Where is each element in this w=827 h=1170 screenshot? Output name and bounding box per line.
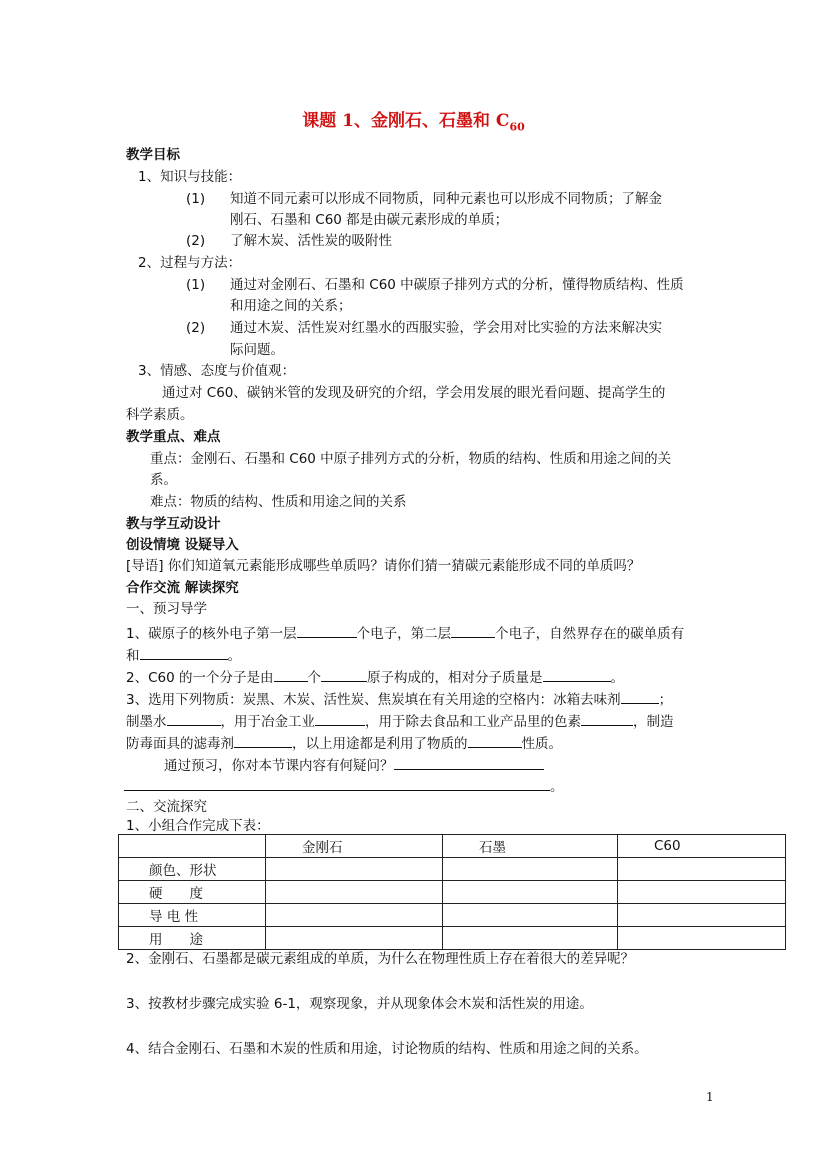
focus-text: 重点：金刚石、石墨和 C60 中原子排列方式的分析，物质的结构、性质和用途之间的关: [150, 451, 672, 467]
objective-text: 了解木炭、活性炭的吸附性: [230, 233, 392, 249]
answer-blank[interactable]: [394, 755, 544, 770]
objective-text: 通过对 C60、碳钠米管的发现及研究的介绍，学会用发展的眼光看问题、提高学生的: [162, 385, 666, 401]
page-title: 课题 1、金刚石、石墨和 $C_{60}$: [302, 111, 525, 134]
table-cell[interactable]: [618, 904, 786, 927]
objective-text: 和用途之间的关系；: [230, 298, 352, 314]
table-cell[interactable]: [266, 881, 443, 904]
table-header-cell: 金刚石: [266, 835, 443, 858]
answer-blank[interactable]: [167, 711, 221, 726]
preview-doubt-cont: 。: [124, 776, 564, 796]
list-number: (2): [186, 320, 206, 336]
objective-text: 刚石、石墨和 C60 都是由碳元素形成的单质；: [230, 212, 509, 228]
table-cell[interactable]: [266, 904, 443, 927]
answer-blank[interactable]: [234, 733, 292, 748]
table-header-cell: C60: [618, 835, 786, 858]
table-cell[interactable]: [443, 881, 618, 904]
table-header-cell: 石墨: [443, 835, 618, 858]
table-row-label: 颜色、形状: [119, 858, 266, 881]
table-row: [119, 881, 786, 904]
preview-doubt: 通过预习，你对本节课内容有何疑问？: [164, 755, 544, 775]
preview-question-3-cont: 防毒面具的滤毒剂 ，以上用途都是利用了物质的 性质。: [126, 733, 562, 753]
intro-heading: 创设情境 设疑导入: [126, 537, 239, 553]
preview-question-3: 3、选用下列物质：炭黑、木炭、活性炭、焦炭填在有关用途的空格内：冰箱去味剂 ；: [126, 689, 672, 709]
table-row: [119, 927, 786, 950]
design-heading: 教与学互动设计: [126, 516, 221, 532]
table-row-label: 用 途: [119, 927, 266, 950]
comparison-table: [118, 834, 786, 950]
table-cell[interactable]: [618, 927, 786, 950]
table-cell[interactable]: [443, 904, 618, 927]
list-number: (1): [186, 191, 206, 207]
exchange-question-3: 3、按教材步骤完成实验 6-1，观察现象，并从现象体会木炭和活性炭的用途。: [126, 996, 593, 1012]
preview-question-1: 1、碳原子的核外电子第一层 个电子，第二层 个电子，自然界存在的碳单质有: [126, 623, 684, 643]
objective-knowledge: 1、知识与技能：: [138, 169, 242, 185]
table-row-label: 导 电 性: [119, 904, 266, 927]
exchange-question-4: 4、结合金刚石、石墨和木炭的性质和用途，讨论物质的结构、性质和用途之间的关系。: [126, 1041, 648, 1057]
answer-blank[interactable]: [297, 623, 357, 638]
table-cell[interactable]: [618, 858, 786, 881]
table-header-row: [119, 835, 786, 858]
objectives-heading: 教学目标: [126, 147, 180, 163]
keypoints-heading: 教学重点、难点: [126, 429, 221, 445]
objective-text: 科学素质。: [126, 407, 194, 423]
answer-blank[interactable]: [140, 645, 228, 660]
table-row-label: 硬 度: [119, 881, 266, 904]
table-cell[interactable]: [618, 881, 786, 904]
exchange-question-2: 2、金刚石、石墨都是碳元素组成的单质，为什么在物理性质上存在着很大的差异呢？: [126, 951, 635, 967]
objective-text: 通过木炭、活性炭对红墨水的西服实验，学会用对比实验的方法来解决实: [230, 320, 662, 336]
answer-blank[interactable]: [124, 776, 550, 791]
table-header-cell: [119, 835, 266, 858]
list-number: (2): [186, 233, 206, 249]
answer-blank[interactable]: [581, 711, 633, 726]
preview-question-3-cont: 制墨水 ，用于冶金工业 ，用于除去食品和工业产品里的色素 ，制造: [126, 711, 674, 731]
difficulty-text: 难点：物质的结构、性质和用途之间的关系: [150, 494, 407, 510]
exchange-heading: 二、交流探究: [126, 799, 207, 815]
preview-question-2: 2、C60 的一个分子是由 个 原子构成的，相对分子质量是 。: [126, 667, 624, 687]
answer-blank[interactable]: [274, 667, 308, 682]
objective-text: 际问题。: [230, 342, 284, 358]
explore-heading: 合作交流 解读探究: [126, 580, 239, 596]
page-number: 1: [706, 1090, 714, 1104]
objective-process: 2、过程与方法：: [138, 255, 242, 271]
objective-text: 知道不同元素可以形成不同物质，同种元素也可以形成不同物质；了解金: [230, 191, 662, 207]
focus-text: 系。: [150, 472, 177, 488]
table-cell[interactable]: [443, 858, 618, 881]
table-row: [119, 904, 786, 927]
objective-attitude: 3、情感、态度与价值观：: [138, 363, 296, 379]
answer-blank[interactable]: [451, 623, 495, 638]
answer-blank[interactable]: [315, 711, 365, 726]
table-cell[interactable]: [443, 927, 618, 950]
answer-blank[interactable]: [621, 689, 659, 704]
table-cell[interactable]: [266, 927, 443, 950]
preview-heading: 一、预习导学: [126, 601, 207, 617]
answer-blank[interactable]: [468, 733, 522, 748]
exchange-task-1: 1、小组合作完成下表：: [126, 818, 270, 834]
objective-text: 通过对金刚石、石墨和 C60 中碳原子排列方式的分析，懂得物质结构、性质: [230, 277, 684, 293]
guide-text: [导语] 你们知道氧元素能形成哪些单质吗？请你们猜一猜碳元素能形成不同的单质吗？: [126, 558, 641, 574]
answer-blank[interactable]: [321, 667, 367, 682]
preview-question-1-cont: 和 。: [126, 645, 241, 665]
table-row: [119, 858, 786, 881]
answer-blank[interactable]: [543, 667, 611, 682]
table-cell[interactable]: [266, 858, 443, 881]
list-number: (1): [186, 277, 206, 293]
